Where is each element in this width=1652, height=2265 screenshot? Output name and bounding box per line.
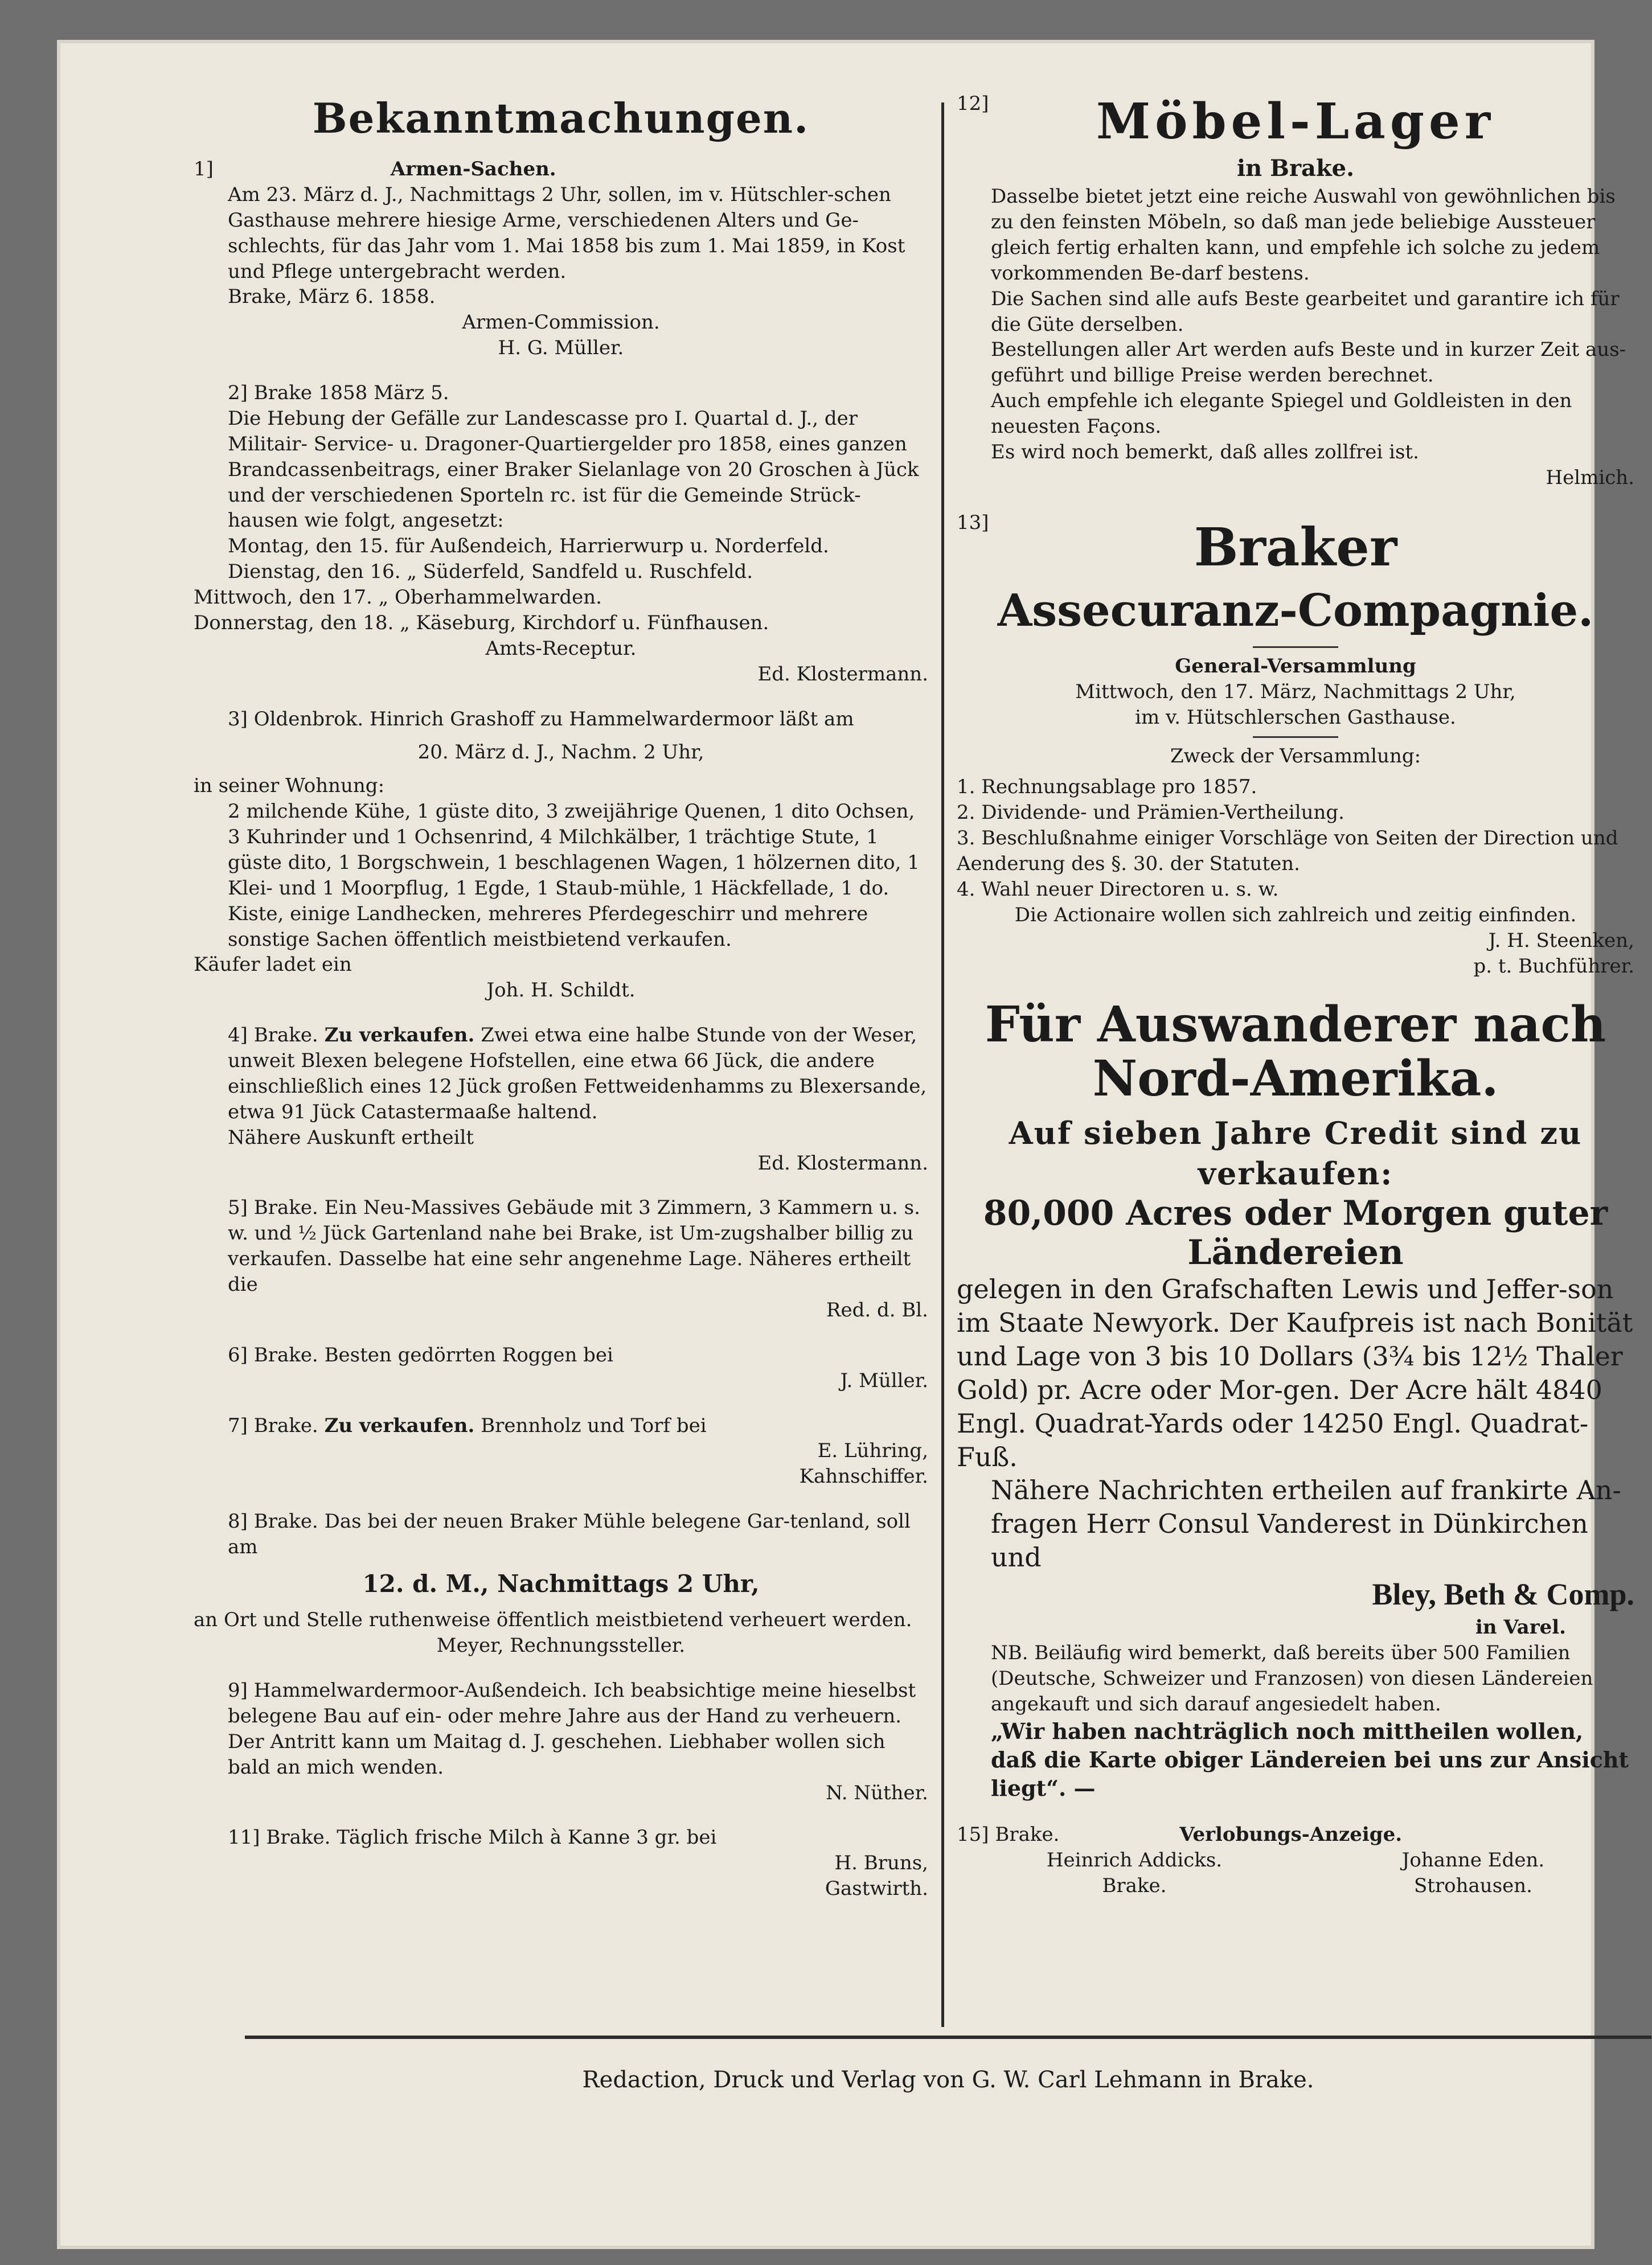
ad-signature: J. H. Steenken, xyxy=(1488,929,1634,952)
column-divider xyxy=(941,102,944,2027)
ad-subtitle: in Brake. xyxy=(1236,155,1355,182)
schedule-line: Dienstag, den 16. „ Süderfeld, Sandfeld u. Ruschfeld. xyxy=(228,560,753,584)
ad-date: 12. d. M., Nachmittags 2 Uhr, xyxy=(362,1569,760,1598)
schedule-line: Mittwoch, den 17. „ Oberhammelwarden. xyxy=(194,586,602,609)
ad-11 xyxy=(194,1825,928,1902)
ad-text: Ein Neu-Massives Gebäude mit 3 Zimmern, 3 Kammern u. s. w. und ½ Jück Gartenland nahe bei Brake, ist Um-zugshalber billig zu verkaufen. Dasselbe hat eine sehr angenehme Lage. Näheres ertheilt die xyxy=(228,1196,920,1296)
ad-date: Brake, März 6. 1858. xyxy=(228,285,436,309)
right-column xyxy=(957,91,1634,1918)
ad-signature: Amts-Receptur. xyxy=(485,637,637,660)
ad-6 xyxy=(194,1343,928,1394)
ad-tail: Käufer ladet ein xyxy=(194,953,352,976)
ad-title: Armen-Sachen. xyxy=(390,158,556,181)
divider xyxy=(1253,736,1338,738)
list-item: 2. Dividende- und Prämien-Vertheilung. xyxy=(957,801,1344,824)
ad-text: Die Actionaire wollen sich zahlreich und zeitig einfinden. xyxy=(1014,903,1577,926)
ad-line: Auf sieben Jahre Credit sind zu verkaufen: xyxy=(1009,1114,1583,1192)
ad-title: Braker xyxy=(1194,516,1397,578)
ad-text: Die Sachen sind alle aufs Beste gearbeitet und garantire ich für die Güte derselben. xyxy=(991,287,1620,336)
ad-head: 2] Brake 1858 März 5. xyxy=(228,381,449,405)
ad-12 xyxy=(957,91,1634,491)
schedule-line: Montag, den 15. für Außendeich, Harrierwurp u. Norderfeld. xyxy=(228,535,829,558)
ad-title: Zu verkaufen. xyxy=(324,1414,475,1437)
ad-text: Es wird noch bemerkt, daß alles zollfrei ist. xyxy=(991,440,1419,463)
ad-lead: in seiner Wohnung: xyxy=(194,774,385,798)
ad-title: Möbel-Lager xyxy=(1096,92,1495,150)
ad-subtitle: General-Versammlung xyxy=(1175,654,1416,678)
ad-number: 13] xyxy=(957,511,989,534)
ad-13 xyxy=(957,510,1634,979)
ad-text: 2 milchende Kühe, 1 güste dito, 3 zweijährige Quenen, 1 dito Ochsen, 3 Kuhrinder und 1 Ochsenrind, 4 Milchkälber, 1 trächtige Stute, 1 güste dito, 1 Borgschwein, 1 beschlagenen Wagen, 1 hölzernen dito, 1 Klei- und 1 Moorpflug, 1 Egde, 1 Staub-mühle, 1 Häckfellade, 1 do. Kiste, einige Landhecken, mehreres Pferdegeschirr und mehrere sonstige Sachen öffentlich meistbietend verkaufen. xyxy=(228,800,920,951)
ad-text: Das bei der neuen Braker Mühle belegene Gar-tenland, soll am xyxy=(228,1510,911,1559)
ad-text: Die Hebung der Gefälle zur Landescasse pro I. Quartal d. J., der Militair- Service- u. Dragoner-Quartiergelder pro 1858, eines ganzen Brandcassenbeitrags, einer Braker Sielanlage von 20 Groschen à Jück und der verschiedenen Sporteln rc. ist für die Gemeinde Strück-hausen wie folgt, angesetzt: xyxy=(228,407,919,532)
ad-text: im v. Hütschlerschen Gasthause. xyxy=(1135,705,1456,729)
ad-head: 9] Hammelwardermoor-Außendeich. xyxy=(228,1679,588,1702)
ad-text: Am 23. März d. J., Nachmittags 2 Uhr, sollen, im v. Hütschler-schen Gasthause mehrere hiesige Arme, verschiedenen Alters und Ge-schlechts, für das Jahr vom 1. Mai 1858 bis zum 1. Mai 1859, in Kost und Pflege untergebracht werden. xyxy=(228,183,905,283)
list-item: 4. Wahl neuer Directoren u. s. w. xyxy=(957,877,1279,901)
ad-text: Besten gedörrten Roggen bei xyxy=(324,1343,613,1367)
ad-text: Nähere Nachrichten ertheilen auf frankirte An-fragen Herr Consul Vanderest in Dünkirchen und xyxy=(991,1475,1621,1573)
firm-place: in Varel. xyxy=(1475,1616,1566,1639)
ad-head: 15] Brake. xyxy=(957,1823,1060,1847)
imprint: Redaction, Druck und Verlag von G. W. Carl Lehmann in Brake. xyxy=(582,2067,1314,2093)
ad-line: 80,000 Acres oder Morgen guter Ländereien xyxy=(983,1193,1608,1273)
ad-text: Auch empfehle ich elegante Spiegel und Goldleisten in den neuesten Façons. xyxy=(991,389,1572,438)
ad-number: 1] xyxy=(194,158,214,181)
ad-signature: p. t. Buchführer. xyxy=(1473,954,1634,978)
ad-signature: H. G. Müller. xyxy=(498,337,624,360)
ad-date: 20. März d. J., Nachm. 2 Uhr, xyxy=(417,741,704,764)
ad-head: 11] Brake. xyxy=(228,1826,331,1849)
ad-signature: N. Nüther. xyxy=(826,1781,928,1804)
ad-head: 6] Brake. xyxy=(228,1343,318,1367)
ad-title: Zu verkaufen. xyxy=(324,1024,475,1047)
ad-signature: Helmich. xyxy=(1546,466,1634,489)
ad-head: 5] Brake. xyxy=(228,1196,318,1220)
ad-signature: Ed. Klostermann. xyxy=(757,1151,928,1175)
ad-signature: Ed. Klostermann. xyxy=(757,662,928,686)
schedule-line: Donnerstag, den 18. „ Käseburg, Kirchdorf u. Fünfhausen. xyxy=(194,611,769,634)
list-item: 1. Rechnungsablage pro 1857. xyxy=(957,775,1257,799)
ad-signature: Joh. H. Schildt. xyxy=(486,979,636,1002)
ad-1 xyxy=(194,157,928,361)
ad-signature: E. Lühring, xyxy=(817,1439,928,1463)
ad-text: gelegen in den Grafschaften Lewis und Jeffer-son im Staate Newyork. Der Kaufpreis ist nach Bonität und Lage von 3 bis 10 Dollars (3¾ bis 12½ Thaler Gold) pr. Acre oder Mor-gen. Der Acre hält 4840 Engl. Quadrat-Yards oder 14250 Engl. Quadrat-Fuß. xyxy=(957,1274,1633,1472)
ad-8 xyxy=(194,1509,928,1659)
ad-9 xyxy=(194,1678,928,1806)
ad-14 xyxy=(957,998,1634,1803)
ad-head: 4] Brake. xyxy=(228,1024,318,1047)
ad-number: 12] xyxy=(957,92,989,115)
place: Strohausen. xyxy=(1413,1874,1532,1898)
ad-text: Ich beabsichtige meine hieselbst belegene Bau auf ein- oder mehre Jahre aus der Hand zu verheuern. Der Antritt kann um Maitag d. J. geschehen. Liebhaber wollen sich bald an mich wenden. xyxy=(228,1679,916,1779)
ad-signature: Kahnschiffer. xyxy=(799,1465,928,1488)
newspaper-page xyxy=(57,40,1634,2249)
ad-5 xyxy=(194,1195,928,1323)
ad-15 xyxy=(957,1822,1634,1899)
ad-text: NB. Beiläufig wird bemerkt, daß bereits über 500 Familien (Deutsche, Schweizer und Franzosen) von diesen Ländereien angekauft und sich darauf angesiedelt haben. xyxy=(991,1642,1593,1716)
ad-signature: Red. d. Bl. xyxy=(826,1298,928,1322)
firm-name: Bley, Beth & Comp. xyxy=(1372,1577,1634,1612)
ad-signature: J. Müller. xyxy=(840,1369,928,1392)
ad-tail: Nähere Auskunft ertheilt xyxy=(228,1126,474,1149)
ad-quote: „Wir haben nachträglich noch mittheilen wollen, daß die Karte obiger Ländereien bei uns zur Ansicht liegt“. — xyxy=(991,1718,1629,1802)
ad-text: Dasselbe bietet jetzt eine reiche Auswahl von gewöhnlichen bis zu den feinsten Möbeln, so daß man jede beliebige Aussteuer gleich fertig erhalten kann, und empfehle ich solche zu jedem vorkommenden Be-darf bestens. xyxy=(991,185,1616,285)
section-heading: Bekanntmachungen. xyxy=(312,94,810,142)
ad-4 xyxy=(194,1023,928,1176)
ad-text: Mittwoch, den 17. März, Nachmittags 2 Uhr, xyxy=(1075,680,1516,703)
name: Heinrich Addicks. xyxy=(1046,1849,1223,1872)
ad-title: Für Auswanderer nach Nord-Amerika. xyxy=(985,996,1606,1108)
ad-text: Täglich frische Milch à Kanne 3 gr. bei xyxy=(337,1826,717,1849)
ad-head: 3] Oldenbrok. Hinrich Grashoff zu Hammelwardermoor läßt am xyxy=(228,707,854,731)
ad-signature: Armen-Commission. xyxy=(462,311,660,334)
footer-rule xyxy=(245,2036,1651,2039)
ad-title: Verlobungs-Anzeige. xyxy=(1179,1823,1403,1847)
divider xyxy=(1253,646,1338,648)
ad-head: 8] Brake. xyxy=(228,1510,318,1533)
name: Johanne Eden. xyxy=(1401,1849,1545,1872)
ad-text: Brennholz und Torf bei xyxy=(481,1414,707,1437)
ad-text: Zwei etwa eine halbe Stunde von der Weser, unweit Blexen belegene Hofstellen, eine etwa 66 Jück, die andere einschließlich eines 12 Jück großen Fettweidenhamms zu Blexersande, etwa 91 Jück Catastermaaße haltend. xyxy=(228,1024,927,1123)
ad-signature: Meyer, Rechnungssteller. xyxy=(436,1634,686,1657)
ad-title: Assecuranz-Compagnie. xyxy=(997,585,1594,637)
ad-signature: H. Bruns, xyxy=(834,1852,928,1875)
ad-head: 7] Brake. xyxy=(228,1414,318,1437)
ad-2 xyxy=(194,380,928,687)
place: Brake. xyxy=(1102,1874,1167,1898)
ad-text: Zweck der Versammlung: xyxy=(1170,744,1421,768)
ad-signature: Gastwirth. xyxy=(825,1877,928,1901)
left-column xyxy=(194,91,928,1921)
list-item: 3. Beschlußnahme einiger Vorschläge von Seiten der Direction und Aenderung des §. 30. der Statuten. xyxy=(957,827,1618,876)
ad-7 xyxy=(194,1413,928,1490)
ad-3 xyxy=(194,707,928,1004)
ad-text: an Ort und Stelle ruthenweise öffentlich meistbietend verheuert werden. xyxy=(194,1609,912,1632)
ad-text: Bestellungen aller Art werden aufs Beste und in kurzer Zeit aus-geführt und billige Preise werden berechnet. xyxy=(991,338,1626,387)
